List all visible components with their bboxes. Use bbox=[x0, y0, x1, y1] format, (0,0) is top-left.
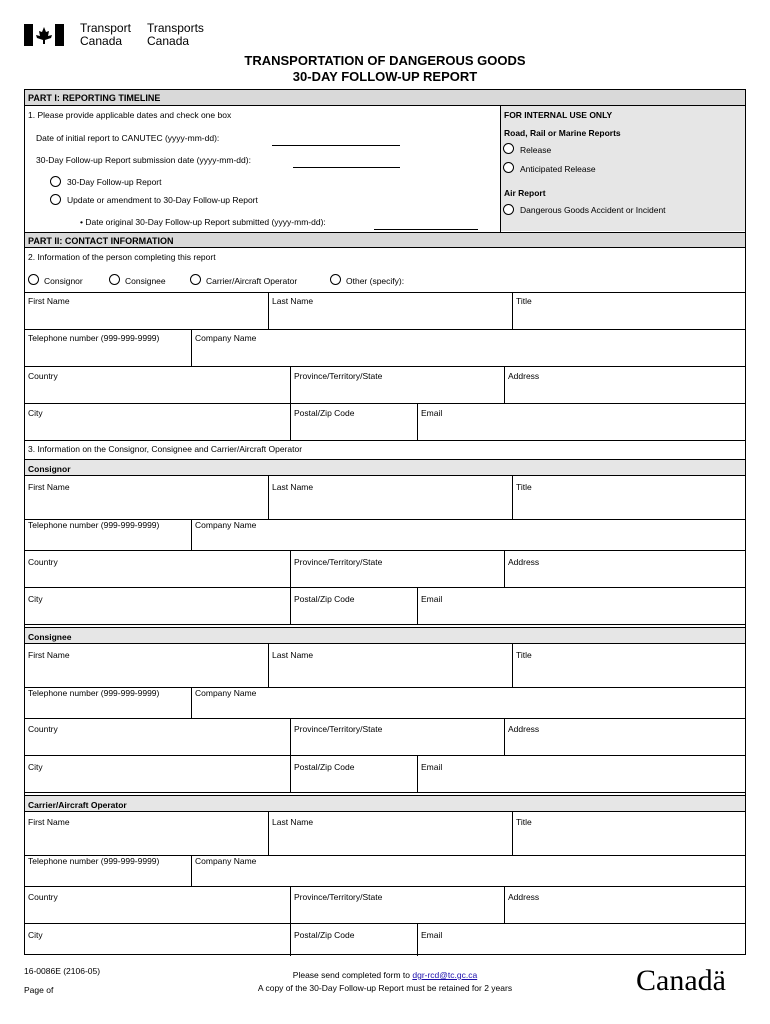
consignor-city-label: City bbox=[28, 594, 43, 604]
original-report-date-field[interactable] bbox=[374, 229, 478, 230]
part1-instruction: 1. Please provide applicable dates and check one box bbox=[28, 110, 232, 120]
person-last-name-label: Last Name bbox=[272, 296, 314, 306]
person-consignee-label: Consignee bbox=[125, 276, 166, 286]
consignor-header-bg bbox=[25, 460, 745, 475]
retention-notice: A copy of the 30-Day Follow-up Report must be retained for 2 years bbox=[257, 983, 513, 993]
anticipated-release-radio[interactable] bbox=[503, 162, 514, 173]
consignor-heading: Consignor bbox=[28, 464, 71, 474]
consignor-company-label: Company Name bbox=[195, 520, 257, 530]
person-telephone-label: Telephone number (999-999-9999) bbox=[28, 333, 160, 343]
release-label: Release bbox=[520, 145, 552, 155]
consignee-address-label: Address bbox=[508, 724, 540, 734]
carrier-address-label: Address bbox=[508, 892, 540, 902]
road-rail-marine-heading: Road, Rail or Marine Reports bbox=[504, 128, 621, 138]
carrier-first-name-label: First Name bbox=[28, 817, 70, 827]
consignee-postal-label: Postal/Zip Code bbox=[294, 762, 355, 772]
consignor-telephone-label: Telephone number (999-999-9999) bbox=[28, 520, 160, 530]
dgr-email-link[interactable]: dgr-rcd@tc.gc.ca bbox=[412, 970, 478, 980]
page-number: Page of bbox=[24, 985, 54, 995]
person-first-name-label: First Name bbox=[28, 296, 70, 306]
part2-heading: PART II: CONTACT INFORMATION bbox=[28, 236, 174, 246]
dg-accident-label: Dangerous Goods Accident or Incident bbox=[520, 205, 666, 215]
carrier-country-label: Country bbox=[28, 892, 58, 902]
department-name-en: Transport Canada bbox=[80, 21, 131, 48]
consignor-last-name-label: Last Name bbox=[272, 482, 314, 492]
air-report-heading: Air Report bbox=[504, 188, 546, 198]
carrier-city-label: City bbox=[28, 930, 43, 940]
initial-report-date-field[interactable] bbox=[272, 145, 400, 146]
form-title-line2: 30-DAY FOLLOW-UP REPORT bbox=[292, 69, 478, 84]
submission-date-field[interactable] bbox=[293, 167, 400, 168]
form-code: 16-0086E (2106-05) bbox=[24, 966, 101, 976]
consignee-title-label: Title bbox=[516, 650, 532, 660]
carrier-province-label: Province/Territory/State bbox=[294, 892, 383, 902]
report-form bbox=[24, 89, 746, 955]
send-instructions bbox=[230, 970, 540, 980]
consignee-email-label: Email bbox=[421, 762, 443, 772]
dg-accident-radio[interactable] bbox=[503, 204, 514, 215]
send-text: Please send completed form to bbox=[292, 970, 410, 980]
consignor-first-name-label: First Name bbox=[28, 482, 70, 492]
carrier-last-name-label: Last Name bbox=[272, 817, 314, 827]
person-carrier-label: Carrier/Aircraft Operator bbox=[206, 276, 298, 286]
carrier-telephone-label: Telephone number (999-999-9999) bbox=[28, 856, 160, 866]
submission-date-label: 30-Day Follow-up Report submission date (yyyy-mm-dd): bbox=[36, 155, 251, 165]
person-info-label: 2. Information of the person completing this report bbox=[28, 252, 216, 262]
person-consignor-radio[interactable] bbox=[28, 274, 39, 285]
person-country-label: Country bbox=[28, 371, 58, 381]
consignee-heading: Consignee bbox=[28, 632, 72, 642]
person-other-label: Other (specify): bbox=[346, 276, 405, 286]
carrier-company-label: Company Name bbox=[195, 856, 257, 866]
consignor-province-label: Province/Territory/State bbox=[294, 557, 383, 567]
initial-report-date-label: Date of initial report to CANUTEC (yyyy-mm-dd): bbox=[36, 133, 220, 143]
person-postal-label: Postal/Zip Code bbox=[294, 408, 355, 418]
carrier-heading: Carrier/Aircraft Operator bbox=[28, 800, 127, 810]
form-title-line1: TRANSPORTATION OF DANGEROUS GOODS bbox=[244, 53, 526, 68]
person-address-label: Address bbox=[508, 371, 540, 381]
followup-report-radio[interactable] bbox=[50, 176, 61, 187]
update-amendment-label: Update or amendment to 30-Day Follow-up Report bbox=[67, 195, 258, 205]
carrier-title-label: Title bbox=[516, 817, 532, 827]
consignor-title-label: Title bbox=[516, 482, 532, 492]
carrier-postal-label: Postal/Zip Code bbox=[294, 930, 355, 940]
part1-heading: PART I: REPORTING TIMELINE bbox=[28, 93, 161, 103]
consignee-last-name-label: Last Name bbox=[272, 650, 314, 660]
person-email-label: Email bbox=[421, 408, 443, 418]
carrier-header-bg bbox=[25, 796, 745, 811]
consignee-city-label: City bbox=[28, 762, 43, 772]
person-province-label: Province/Territory/State bbox=[294, 371, 383, 381]
person-other-radio[interactable] bbox=[330, 274, 341, 285]
followup-report-label: 30-Day Follow-up Report bbox=[67, 177, 162, 187]
person-carrier-radio[interactable] bbox=[190, 274, 201, 285]
consignee-first-name-label: First Name bbox=[28, 650, 70, 660]
department-name-fr: Transports Canada bbox=[147, 21, 204, 48]
canada-flag-logo bbox=[24, 24, 64, 46]
anticipated-release-label: Anticipated Release bbox=[520, 164, 596, 174]
update-amendment-radio[interactable] bbox=[50, 194, 61, 205]
consignee-province-label: Province/Territory/State bbox=[294, 724, 383, 734]
consignee-company-label: Company Name bbox=[195, 688, 257, 698]
parties-info-label: 3. Information on the Consignor, Consignee and Carrier/Aircraft Operator bbox=[28, 444, 303, 454]
consignee-header-bg bbox=[25, 628, 745, 643]
person-consignee-radio[interactable] bbox=[109, 274, 120, 285]
person-title-label: Title bbox=[516, 296, 532, 306]
carrier-email-label: Email bbox=[421, 930, 443, 940]
original-report-date-label: • Date original 30-Day Follow-up Report submitted (yyyy-mm-dd): bbox=[80, 217, 326, 227]
person-consignor-label: Consignor bbox=[44, 276, 83, 286]
consignee-country-label: Country bbox=[28, 724, 58, 734]
canada-wordmark: Canadä bbox=[636, 964, 726, 997]
consignor-postal-label: Postal/Zip Code bbox=[294, 594, 355, 604]
person-company-label: Company Name bbox=[195, 333, 257, 343]
release-radio[interactable] bbox=[503, 143, 514, 154]
consignor-country-label: Country bbox=[28, 557, 58, 567]
person-city-label: City bbox=[28, 408, 43, 418]
internal-use-heading: FOR INTERNAL USE ONLY bbox=[504, 110, 613, 120]
consignor-address-label: Address bbox=[508, 557, 540, 567]
consignor-email-label: Email bbox=[421, 594, 443, 604]
consignee-telephone-label: Telephone number (999-999-9999) bbox=[28, 688, 160, 698]
